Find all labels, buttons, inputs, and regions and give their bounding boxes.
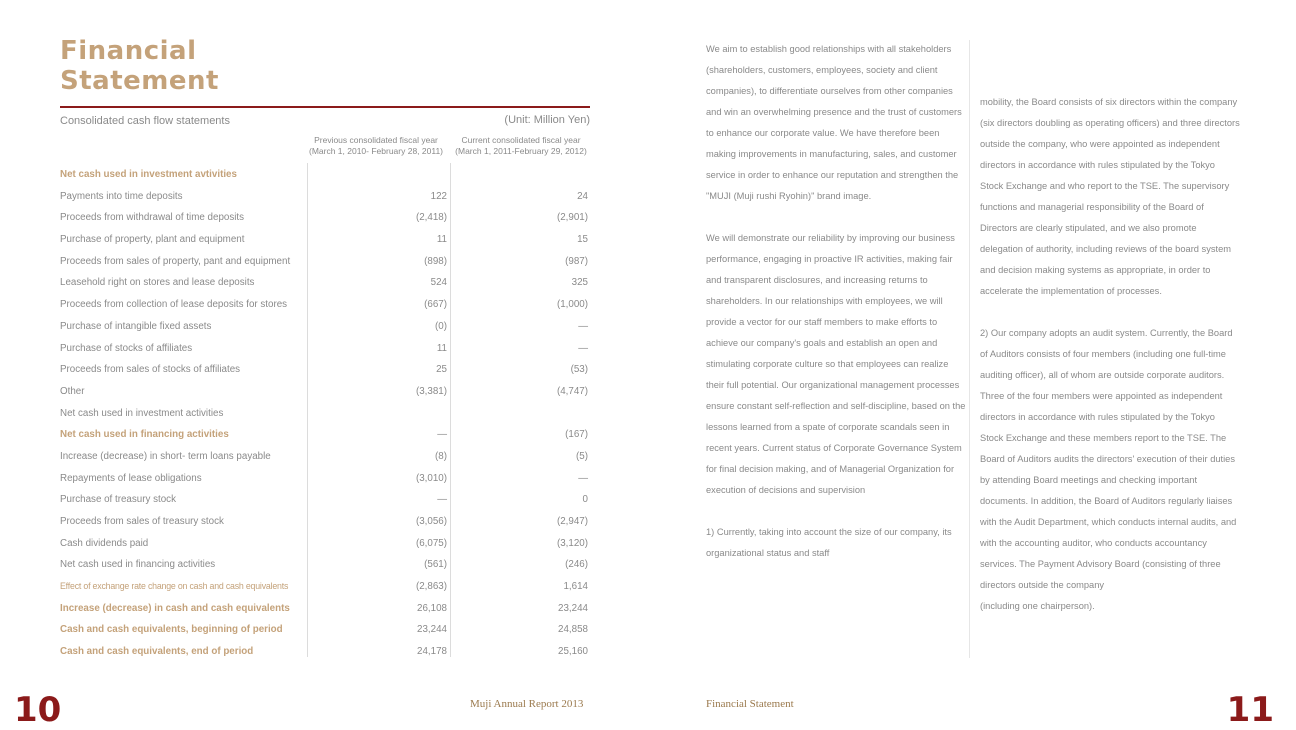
table-row: [60, 426, 590, 448]
row-value-previous: (2,418): [415, 212, 447, 224]
row-label: Purchase of property, plant and equipment: [60, 234, 245, 246]
table-row: [60, 470, 590, 492]
row-value-previous: 524: [430, 277, 447, 289]
table-row: [60, 491, 590, 513]
table-row: [60, 405, 590, 427]
paragraph: (including one chairperson).: [980, 601, 1095, 611]
row-value-current: 15: [577, 234, 588, 246]
row-label: Purchase of intangible fixed assets: [60, 320, 212, 332]
table-row: [60, 383, 590, 405]
page-number-right: 11: [1226, 690, 1274, 730]
row-value-previous: 11: [436, 234, 447, 246]
text-column-2: [980, 92, 1240, 617]
row-label: Increase (decrease) in short- term loans payable: [60, 450, 271, 462]
row-label: Proceeds from sales of stocks of affiliates: [60, 364, 241, 376]
table-row: [60, 535, 590, 557]
row-value-current: (3,120): [556, 537, 588, 549]
table-row: [60, 296, 590, 318]
row-value-previous: (561): [424, 559, 447, 571]
row-label: Proceeds from withdrawal of time deposits: [60, 212, 245, 224]
table-row: [60, 600, 590, 622]
row-value-current: 0: [582, 494, 588, 506]
row-label: Purchase of stocks of affiliates: [60, 342, 193, 354]
row-value-previous: 11: [436, 342, 447, 354]
table-row: [60, 188, 590, 210]
row-value-previous: (6,075): [415, 537, 447, 549]
row-value-previous: (8): [435, 450, 447, 462]
row-label: Cash dividends paid: [60, 537, 149, 549]
row-value-previous: 24,178: [417, 646, 447, 658]
table-row: [60, 621, 590, 643]
row-label: Increase (decrease) in cash and cash equivalents: [60, 602, 290, 614]
column-header-current-line2: (March 1, 2011-February 29, 2012): [455, 146, 587, 156]
row-value-current: (2,901): [556, 212, 588, 224]
row-value-current: (987): [565, 255, 588, 267]
row-value-current: 25,160: [558, 646, 588, 658]
paragraph: 1) Currently, taking into account the size of our company, its organizational status and staff: [706, 527, 952, 558]
row-value-current: (246): [565, 559, 588, 571]
row-value-current: 325: [571, 277, 588, 289]
paragraph: mobility, the Board consists of six directors within the company (six directors doubling as operating officers) and three directors outside the company, who were appointed as independent directors in accordance with rules stipulated by the Tokyo Stock Exchange and who report to the TSE. The supervisory functions and managerial responsibility of the Board of Directors are clearly stipulated, and we also promote delegation of authority, including reviews of the board system and decision making systems as appropriate, in order to accelerate the implementation of processes.: [980, 97, 1240, 296]
row-label: Cash and cash equivalents, end of period: [60, 646, 254, 658]
row-value-previous: 122: [430, 190, 447, 202]
row-label: Other: [60, 385, 85, 397]
row-value-current: (53): [570, 364, 588, 376]
row-label: Repayments of lease obligations: [60, 472, 202, 484]
paragraph: We will demonstrate our reliability by improving our business performance, engaging in proactive IR activities, making fair and transparent disclosures, and increasing returns to shareholders. In our relationships with employees, we will provide a vector for our staff members to make efforts to achieve our company's goals and establish an open and stimulating corporate culture so that employees can realize their full potential. Our organizational management processes ensure constant self-reflection and self-discipline, based on the lessons learned from a spate of corporate scandals seen in recent years. Current status of Corporate Governance System for final decision making, and of Managerial Organization for execution of decisions and supervision: [706, 233, 966, 495]
table-row: [60, 274, 590, 296]
table-row: [60, 513, 590, 535]
row-value-current: (1,000): [556, 299, 588, 311]
column-header-previous: [306, 135, 446, 157]
row-value-current: 1,614: [563, 581, 588, 593]
column-header-current: [451, 135, 591, 157]
row-value-previous: —: [437, 429, 447, 441]
row-value-previous: —: [437, 494, 447, 506]
page-title: [60, 36, 219, 96]
row-value-current: 24: [577, 190, 588, 202]
row-value-previous: 26,108: [417, 602, 447, 614]
cash-flow-table: [60, 166, 590, 665]
row-value-current: (4,747): [556, 385, 588, 397]
column-header-previous-line1: Previous consolidated fiscal year: [314, 135, 438, 145]
row-value-previous: 25: [436, 364, 447, 376]
table-row: [60, 578, 590, 600]
title-line-1: Financial: [60, 36, 197, 66]
row-label: Payments into time deposits: [60, 190, 183, 202]
footer-left: Muji Annual Report 2013: [470, 698, 584, 710]
row-value-current: —: [578, 342, 588, 354]
row-value-previous: (3,381): [415, 385, 447, 397]
row-label: Effect of exchange rate change on cash and cash equivalents: [60, 581, 289, 592]
table-subtitle: Consolidated cash flow statements: [60, 115, 230, 127]
row-label: Cash and cash equivalents, beginning of period: [60, 624, 283, 636]
row-value-current: —: [578, 320, 588, 332]
title-line-2: Statement: [60, 66, 219, 96]
row-label: Proceeds from sales of property, pant and equipment: [60, 255, 291, 267]
row-value-current: (2,947): [556, 516, 588, 527]
table-row: [60, 361, 590, 383]
text-column-1: [706, 39, 966, 564]
row-value-previous: (3,056): [415, 516, 447, 527]
table-row: [60, 556, 590, 578]
row-value-current: —: [578, 472, 588, 484]
row-value-current: 23,244: [558, 602, 588, 614]
table-row: [60, 318, 590, 340]
table-row: [60, 231, 590, 253]
row-label: Proceeds from sales of treasury stock: [60, 516, 224, 527]
row-value-previous: (898): [424, 255, 447, 267]
table-row: [60, 643, 590, 665]
footer-right: Financial Statement: [706, 698, 794, 710]
table-row: [60, 253, 590, 275]
row-value-current: (5): [576, 450, 588, 462]
table-row: [60, 209, 590, 231]
table-row: [60, 448, 590, 470]
paragraph: We aim to establish good relationships with all stakeholders (shareholders, customers, employees, society and client companies), to differentiate ourselves from other companies and win an overwhelming presence and the trust of customers to enhance our corporate value. We have therefore been making improvements in manufacturing, sales, and customer service in order to enhance our reputation and strengthen the "MUJI (Muji rushi Ryohin)" brand image.: [706, 44, 962, 201]
row-label: Net cash used in investment avtivities: [60, 169, 237, 180]
row-value-previous: (0): [435, 320, 447, 332]
table-row: [60, 166, 590, 188]
row-value-previous: (2,863): [415, 581, 447, 593]
row-label: Net cash used in financing activities: [60, 429, 229, 441]
table-row: [60, 340, 590, 362]
row-value-previous: (667): [424, 299, 447, 311]
page-number-left: 10: [14, 690, 62, 730]
paragraph: 2) Our company adopts an audit system. Currently, the Board of Auditors consists of four members (including one full-time auditing officer), all of whom are outside corporate auditors. Three of the four members were appointed as independent directors in accordance with rules stipulated by the Tokyo Stock Exchange and these members report to the TSE. The Board of Auditors audits the directors' execution of their duties by attending Board meetings and checking important documents. In addition, the Board of Auditors regularly liaises with the Audit Department, which conducts internal audits, and with the accounting auditor, who conducts accountancy services. The Payment Advisory Board (consisting of three directors outside the company: [980, 328, 1237, 590]
column-divider: [969, 40, 970, 658]
row-value-previous: (3,010): [415, 472, 447, 484]
row-label: Proceeds from collection of lease deposits for stores: [60, 299, 288, 311]
column-header-previous-line2: (March 1, 2010- February 28, 2011): [308, 146, 444, 156]
unit-label: (Unit: Million Yen): [504, 114, 590, 126]
row-value-current: (167): [565, 429, 588, 441]
row-label: Net cash used in financing activities: [60, 559, 216, 571]
title-rule: [60, 106, 590, 108]
row-label: Leasehold right on stores and lease deposits: [60, 277, 255, 289]
row-label: Net cash used in investment activities: [60, 407, 224, 419]
row-value-previous: 23,244: [417, 624, 447, 636]
row-value-current: 24,858: [558, 624, 588, 636]
column-header-current-line1: Current consolidated fiscal year: [461, 135, 581, 145]
row-label: Purchase of treasury stock: [60, 494, 176, 506]
